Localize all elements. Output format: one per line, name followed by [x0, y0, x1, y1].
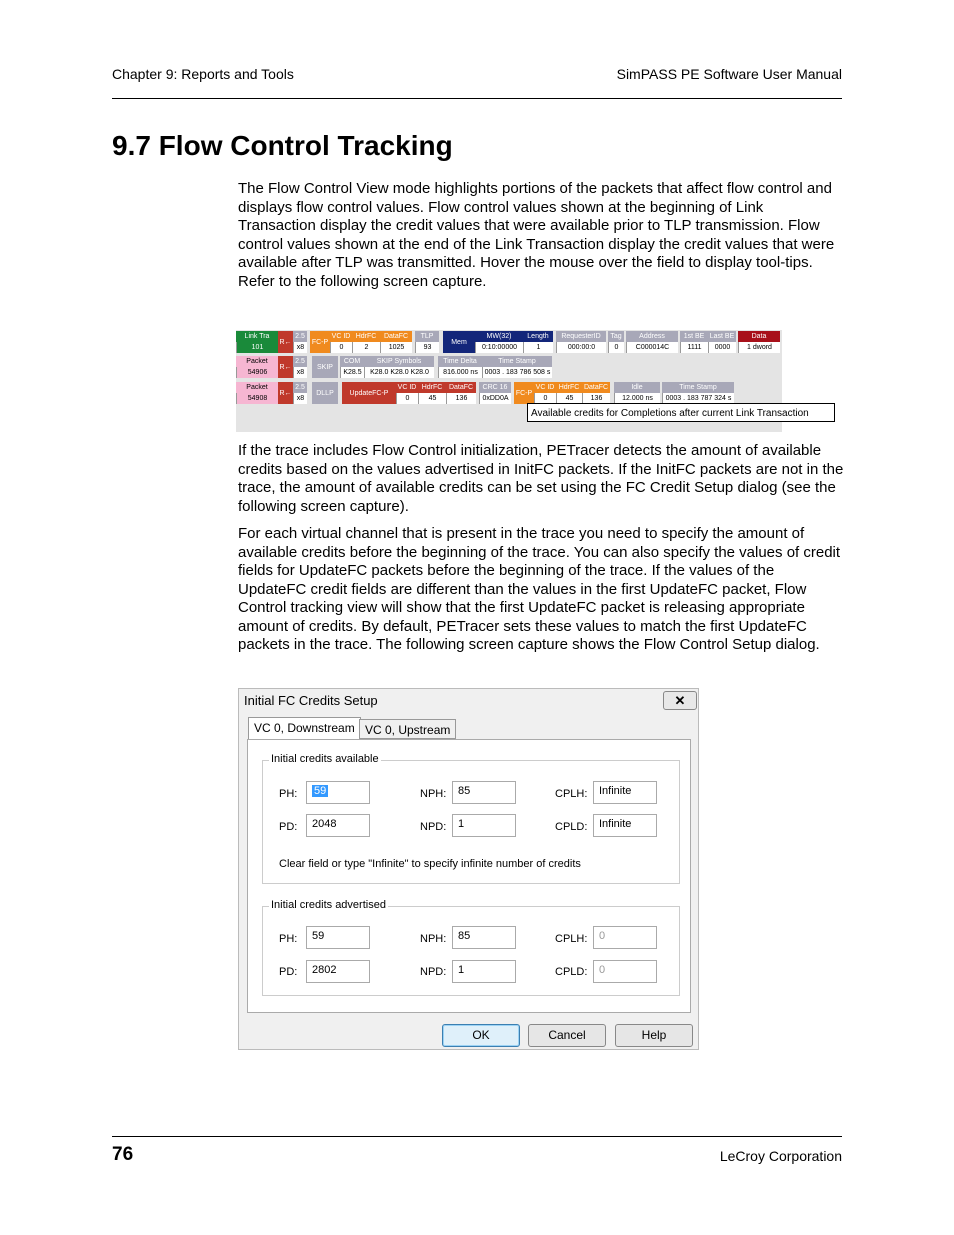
- last-be-cell: Last BE 0000: [709, 333, 735, 351]
- advertised-cpld-field[interactable]: 0: [593, 960, 657, 983]
- cancel-button[interactable]: Cancel: [528, 1024, 606, 1047]
- vc-id-2-cell: VC ID 0: [535, 384, 555, 402]
- footer-rule: [112, 1136, 842, 1137]
- initial-credits-advertised-group: [262, 899, 680, 996]
- fc-p-cell: FC-P: [514, 382, 534, 404]
- pd-label: PD:: [279, 966, 298, 978]
- paragraph-virtual-channel: For each virtual channel that is present in the trace you need to specify the amount of available credits before the beginning of the trace. You can also specify the values of credit fields for UpdateFC packets before the beginning of the trace. If the values of the UpdateFC credit fields are different than the values in the first UpdateFC packet, Flow Control tracking view will show that the first UpdateFC packet is releasing appropriate amount of credits. By default, PETracer sets these values to match the first UpdateFC packets in the trace. The following screen capture shows the Flow Control Setup dialog.: [238, 525, 841, 653]
- dllp-cell: DLLP: [312, 382, 338, 404]
- requester-id-cell: RequesterID 000:00:0: [556, 331, 606, 353]
- advertised-nph-field[interactable]: 85: [452, 926, 516, 949]
- npd-label: NPD:: [420, 966, 447, 978]
- pd-label: PD:: [279, 821, 298, 833]
- tag-cell: Tag 0: [608, 331, 624, 353]
- tab-vc0-upstream[interactable]: VC 0, Upstream: [359, 719, 456, 739]
- infinite-credits-note: Clear field or type "Infinite" to specify infinite number of credits: [279, 858, 581, 870]
- footer-company: LeCroy Corporation: [719, 1148, 842, 1164]
- npd-label: NPD:: [420, 821, 447, 833]
- running-header-chapter: Chapter 9: Reports and Tools: [112, 66, 294, 82]
- tlp-cell: TLP 93: [415, 331, 439, 353]
- data-cell: Data 1 dword: [738, 331, 780, 353]
- first-be-cell: 1st BE 1111: [680, 331, 708, 353]
- hdrfc-cell: HdrFC 2: [352, 331, 380, 353]
- advertised-ph-field[interactable]: 59: [306, 926, 370, 949]
- nph-label: NPH:: [420, 933, 447, 945]
- advertised-cplh-field[interactable]: 0: [593, 926, 657, 949]
- tab-panel: [247, 739, 691, 1013]
- packet-cell: Packet 54908: [236, 382, 278, 404]
- vc-id-cell: VC ID 0: [331, 333, 351, 351]
- skip-cell: SKIP: [312, 356, 338, 378]
- group-title: Initial credits available: [271, 753, 379, 765]
- length-cell: Length 1: [523, 331, 553, 353]
- available-cplh-field[interactable]: Infinite: [593, 781, 657, 804]
- cpld-label: CPLD:: [555, 821, 588, 833]
- initial-credits-available-group: [262, 753, 680, 884]
- hdrfc-cell: HdrFC 45: [418, 382, 446, 404]
- hdrfc-2-cell: HdrFC 45: [556, 382, 582, 404]
- time-stamp-cell: Time Stamp 0003 . 183 786 508 s: [482, 356, 552, 378]
- close-icon[interactable]: ✕: [663, 691, 697, 710]
- cplh-label: CPLH:: [555, 933, 588, 945]
- link-transaction-cell: Link Tra 101: [236, 331, 278, 353]
- crc16-cell: CRC 16 0xDD0A: [479, 382, 511, 404]
- speed-cell: 2.5 x8: [293, 331, 307, 353]
- available-ph-field[interactable]: 59: [306, 781, 370, 804]
- vc-id-cell: VC ID 0: [397, 384, 417, 402]
- datafc-2-cell: DataFC 136: [583, 384, 609, 402]
- skip-symbols-cell: SKIP Symbols K28.0 K28.0 K28.0: [364, 356, 434, 378]
- idle-cell: Idle 12.000 ns: [614, 382, 660, 404]
- paragraph-initfc: If the trace includes Flow Control initialization, PETracer detects the amount of available credits based on the values advertised in InitFC packets. If the InitFC packets are not in the trace, the amount of available credits can be set using the FC Credit Setup dialog (see the following screen capture).: [238, 442, 844, 515]
- header-rule: [112, 98, 842, 99]
- direction-cell: R←: [278, 356, 293, 378]
- ph-label: PH:: [279, 788, 298, 800]
- available-pd-field[interactable]: 2048: [306, 814, 370, 837]
- available-cpld-field[interactable]: Infinite: [593, 814, 657, 837]
- dialog-title: Initial FC Credits Setup: [244, 693, 378, 708]
- dllp-packet-row[interactable]: [236, 382, 782, 404]
- com-cell: COM K28.5: [340, 356, 364, 378]
- available-nph-field[interactable]: 85: [452, 781, 516, 804]
- link-transaction-row[interactable]: [236, 331, 782, 353]
- ok-button[interactable]: OK: [442, 1024, 520, 1047]
- time-delta-cell: Time Delta 816.000 ns: [438, 356, 482, 378]
- fc-p-cell: FC-P: [310, 331, 330, 353]
- direction-cell: R←: [278, 331, 293, 353]
- tab-vc0-downstream[interactable]: VC 0, Downstream: [248, 717, 361, 739]
- direction-cell: R←: [278, 382, 293, 404]
- available-npd-field[interactable]: 1: [452, 814, 516, 837]
- mem-cell: Mem: [443, 331, 475, 353]
- cpld-label: CPLD:: [555, 966, 588, 978]
- flow-control-tooltip: Available credits for Completions after current Link Transaction: [527, 403, 835, 422]
- time-stamp-cell: Time Stamp 0003 . 183 787 324 s: [662, 382, 734, 404]
- datafc-cell: DataFC 1025: [380, 331, 412, 353]
- speed-cell: 2.5 x8: [293, 356, 307, 378]
- packet-cell: Packet 54906: [236, 356, 278, 378]
- advertised-pd-field[interactable]: 2802: [306, 960, 370, 983]
- updatefc-p-cell: UpdateFC-P: [342, 382, 396, 404]
- mw32-cell: MW(32) 0:10:00000: [475, 331, 523, 353]
- group-title: Initial credits advertised: [271, 899, 386, 911]
- advertised-npd-field[interactable]: 1: [452, 960, 516, 983]
- datafc-cell: DataFC 136: [446, 382, 476, 404]
- nph-label: NPH:: [420, 788, 447, 800]
- address-cell: Address C000014C: [626, 331, 678, 353]
- cplh-label: CPLH:: [555, 788, 588, 800]
- skip-packet-row[interactable]: [236, 356, 782, 378]
- section-title: 9.7 Flow Control Tracking: [112, 130, 453, 161]
- ph-label: PH:: [279, 933, 298, 945]
- initial-fc-credits-dialog: [238, 688, 699, 1050]
- paragraph-intro: The Flow Control View mode highlights portions of the packets that affect flow control and displays flow control values. Flow control values shown at the beginning of Link Transaction display the credit values that were available prior to TLP transmission. Flow control values shown at the end of the Link Transaction display the credit values that were available after TLP was transmitted. Hover the mouse over the field to display tool-tips. Refer to the following screen capture.: [238, 180, 835, 290]
- help-button[interactable]: Help: [615, 1024, 693, 1047]
- speed-cell: 2.5 x8: [293, 382, 307, 404]
- running-header-manual: SimPASS PE Software User Manual: [616, 66, 842, 82]
- page-number: 76: [112, 1144, 134, 1165]
